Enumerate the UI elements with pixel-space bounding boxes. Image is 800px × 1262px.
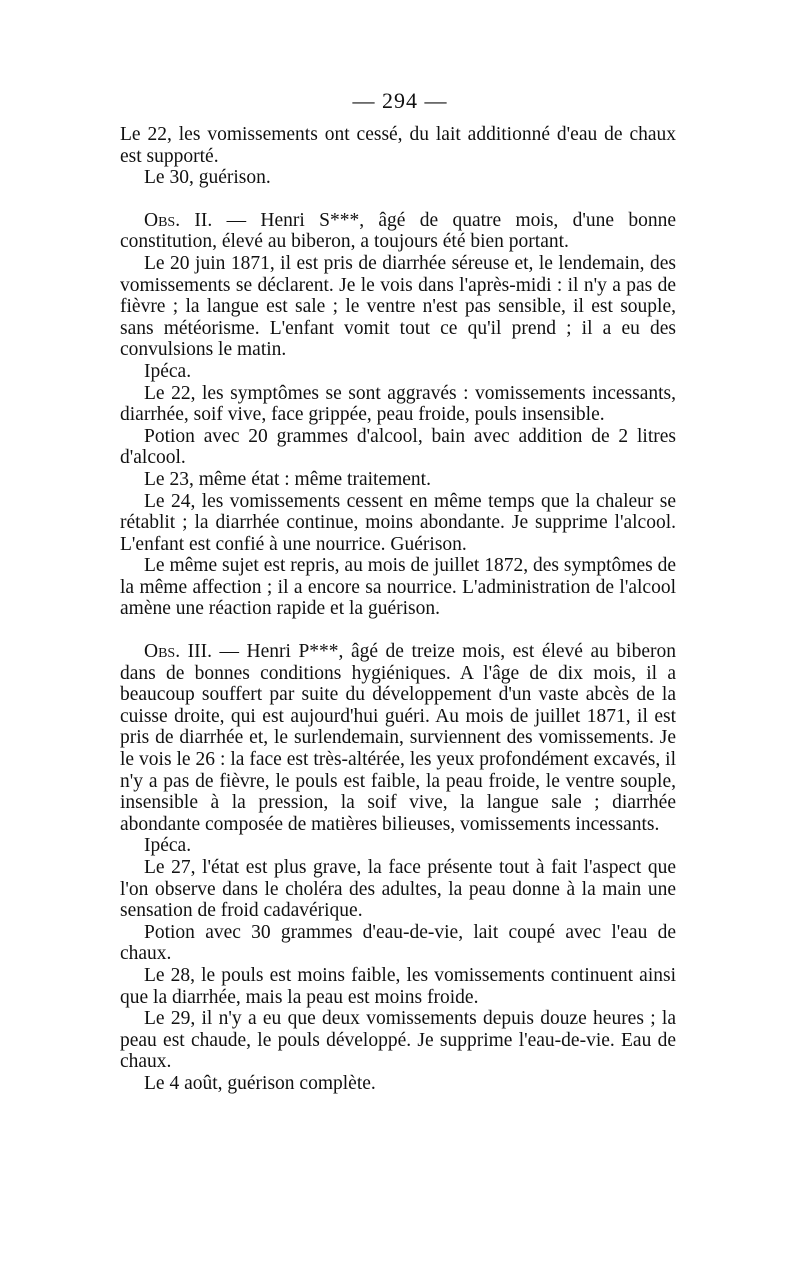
paragraph: Le 22, les symptômes se sont aggravés : vomissements incessants, diarrhée, soif vive, face grippée, peau froide, pouls insensible.: [120, 382, 676, 426]
page-body: [120, 124, 676, 1095]
observation-heading-paragraph: [120, 210, 676, 253]
page-number: — 294 —: [352, 88, 448, 113]
paragraph: Le même sujet est repris, au mois de juillet 1872, des symptômes de la même affection ; il a encore sa nourrice. L'administration de l'alcool amène une réaction rapide et la guérison.: [120, 555, 676, 620]
observation-intro: — Henri P***, âgé de treize mois, est élevé au biberon dans de bonnes conditions hygiéniques. A l'âge de dix mois, il a beaucoup souffert par suite du développement d'un vaste abcès de la cuisse droite, qui est aujourd'hui guéri. Au mois de juillet 1871, il est pris de diarrhée et, le surlendemain, surviennent des vomissements. Je le vois le 26 : la face est très-altérée, les yeux profondément excavés, il n'y a pas de fièvre, le pouls est faible, la peau froide, le ventre souple, insensible à la pression, la soif vive, la langue sale ; diarrhée abondante composée de matières bilieuses, vomissements incessants.: [120, 641, 676, 835]
paragraph: Le 29, il n'y a eu que deux vomissements depuis douze heures ; la peau est chaude, le pouls développé. Je supprime l'eau-de-vie. Eau de chaux.: [120, 1008, 676, 1073]
paragraph: Le 22, les vomissements ont cessé, du lait additionné d'eau de chaux est supporté.: [120, 124, 676, 167]
observation-heading-paragraph: [120, 641, 676, 835]
paragraph: Le 27, l'état est plus grave, la face présente tout à fait l'aspect que l'on observe dans le choléra des adultes, la peau donne à la main une sensation de froid cadavérique.: [120, 857, 676, 922]
paragraph: Le 30, guérison.: [144, 167, 271, 189]
paragraph: Ipéca.: [144, 360, 192, 382]
paragraph: Le 24, les vomissements cessent en même temps que la chaleur se rétablit ; la diarrhée continue, moins abondante. Je supprime l'alcool. L'enfant est confié à une nourrice. Guérison.: [120, 490, 676, 555]
paragraph: Le 23, même état : même traitement.: [144, 468, 431, 490]
paragraph: Potion avec 20 grammes d'alcool, bain avec addition de 2 litres d'alcool.: [120, 425, 676, 469]
observation-label: Obs. II.: [144, 209, 213, 231]
paragraph: Le 4 août, guérison complète.: [144, 1072, 376, 1094]
paragraph: Potion avec 30 grammes d'eau-de-vie, lait coupé avec l'eau de chaux.: [120, 921, 676, 965]
paragraph: Le 28, le pouls est moins faible, les vomissements continuent ainsi que la diarrhée, mais la peau est moins froide.: [120, 964, 676, 1008]
paragraph: Le 20 juin 1871, il est pris de diarrhée séreuse et, le lendemain, des vomissements se déclarent. Je le vois dans l'après-midi : il n'y a pas de fièvre ; la langue est sale ; le ventre n'est pas sensible, il est souple, sans météorisme. L'enfant vomit tout ce qu'il prend ; il a eu des convulsions le matin.: [120, 252, 676, 361]
observation-intro: — Henri S***, âgé de quatre mois, d'une bonne constitution, élevé au biberon, a toujours été bien portant.: [120, 209, 676, 253]
observation-label: Obs. III.: [144, 641, 212, 663]
paragraph: Ipéca.: [144, 835, 192, 857]
